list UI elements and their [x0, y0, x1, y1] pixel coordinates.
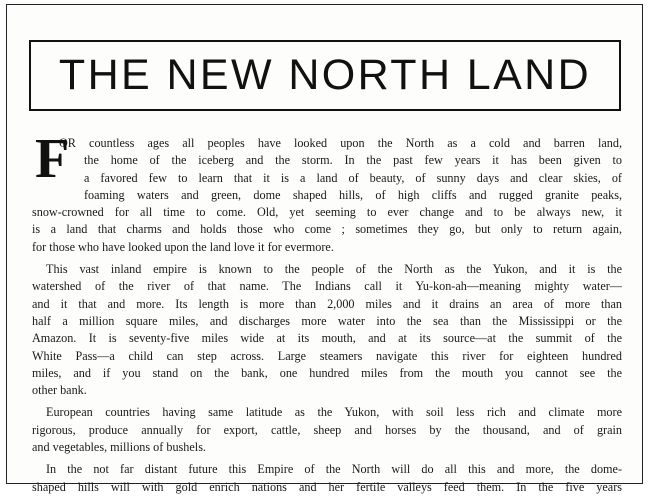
text-line: watershed of the river of that name. The Indians call it Yu-kon-ah—meaning mighty water—	[32, 279, 622, 294]
text-line: Amazon. It is seventy-five miles wide at its mouth, and at its source—at the summit of the	[32, 331, 622, 346]
text-line: White Pass—a child can step across. Large steamers navigate this river for eighteen hundred	[32, 348, 622, 363]
paragraph-2	[32, 261, 622, 399]
article-body	[32, 128, 622, 496]
text-line: snow-crowned for all time to come. Old, yet seeming to ever change and to be always new, it	[32, 205, 622, 220]
text-line: European countries having same latitude as the Yukon, with soil less rich and climate more	[46, 405, 622, 420]
text-line: shaped hills will with gold enrich nations and her fertile valleys feed them. In the five years	[32, 479, 622, 494]
text-line: and vegetables, millions of bushels.	[32, 440, 206, 455]
page	[6, 4, 643, 494]
text-line: for those who have looked upon the land love it for evermore.	[32, 239, 334, 254]
paragraph-3	[32, 404, 622, 456]
text-line: rigorous, produce annually for export, cattle, sheep and horses by the thousand, and of grain	[32, 422, 622, 437]
text-line: This vast inland empire is known to the people of the North as the Yukon, and it is the	[46, 262, 622, 277]
text-line: OR countless ages all peoples have looked upon the North as a cold and barren land,	[59, 136, 622, 150]
title-frame	[29, 40, 621, 111]
text-line: and it that and more. Its length is more than 2,000 miles and it drains an area of more than	[32, 296, 622, 311]
text-line: a favored few to learn that it is a land of beauty, of sunny days and clear skies, of	[84, 170, 622, 185]
paragraph-4	[32, 461, 622, 496]
text-line: other bank.	[32, 383, 87, 398]
drop-cap: F	[35, 128, 70, 190]
text-line: In the not far distant future this Empire of the North will do all this and more, the dome-	[46, 462, 622, 477]
text-line: half a million square miles, and discharges more water into the sea than the Mississippi or the	[32, 313, 622, 328]
text-line: miles, and if you stand on the bank, one hundred miles from the mouth you cannot see the	[32, 365, 622, 380]
text-line: is a land that charms and holds those who come ; sometimes they go, but only to return again,	[32, 222, 622, 237]
text-line: foaming waters and green, dome shaped hills, of high cliffs and rugged granite peaks,	[84, 187, 622, 202]
page-title: THE NEW NORTH LAND	[58, 51, 592, 99]
text-line: the home of the iceberg and the storm. In the past few years it has been given to	[84, 153, 622, 168]
paragraph-1	[32, 128, 622, 256]
